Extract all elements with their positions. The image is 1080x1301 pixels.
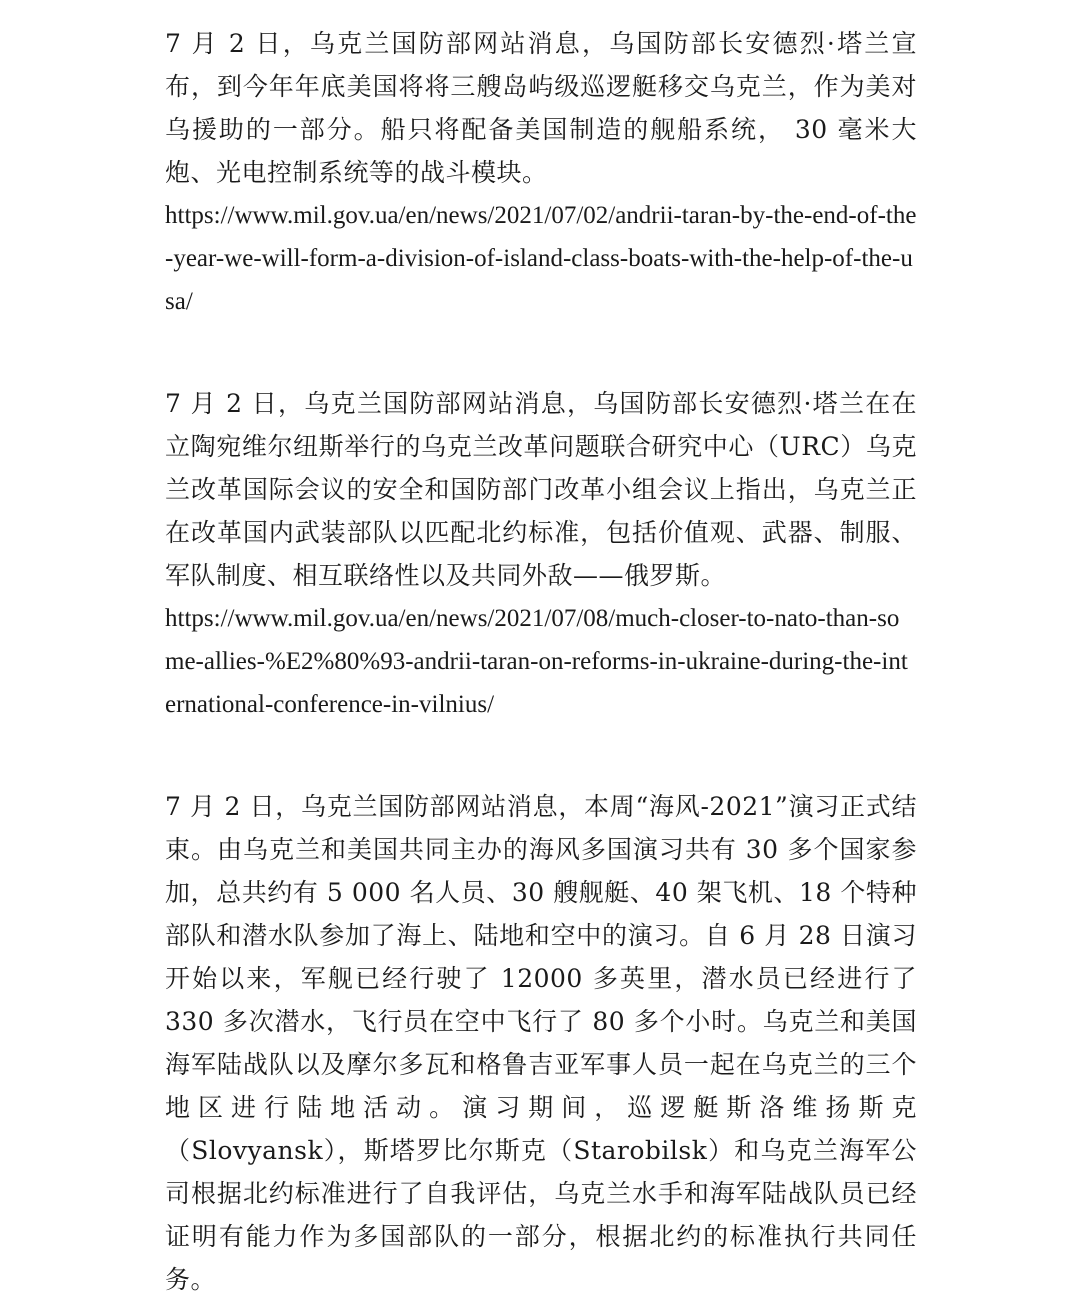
paragraph-gap: [165, 726, 917, 785]
article-1-text: 7 月 2 日，乌克兰国防部网站消息，乌国防部长安德烈·塔兰宣布，到今年年底美国将将三艘岛屿级巡逻艇移交乌克兰，作为美对乌援助的一部分。船只将配备美国制造的舰船系统， 30 毫米大炮、光电控制系统等的战斗模块。: [165, 29, 917, 187]
article-2-text: 7 月 2 日，乌克兰国防部网站消息，乌国防部长安德烈·塔兰在在立陶宛维尔纽斯举行的乌克兰改革问题联合研究中心（URC）乌克兰改革国际会议的安全和国防部门改革小组会议上指出，乌克兰正在改革国内武装部队以匹配北约标准，包括价值观、武器、制服、军队制度、相互联络性以及共同外敌——俄罗斯。: [165, 389, 917, 590]
document-body: [165, 22, 917, 1301]
article-2-link[interactable]: https://www.mil.gov.ua/en/news/2021/07/08/much-closer-to-nato-than-some-allies-%E2%80%93-andrii-taran-on-reforms-in-ukraine-during-the-international-conference-in-vilnius/: [165, 605, 908, 718]
article-3-text: 7 月 2 日，乌克兰国防部网站消息，本周“海风-2021”演习正式结束。由乌克兰和美国共同主办的海风多国演习共有 30 多个国家参加，总共约有 5 000 名人员、30 艘舰艇、40 架飞机、18 个特种部队和潜水队参加了海上、陆地和空中的演习。自 6 月 28 日演习开始以来，军舰已经行驶了 12000 多英里，潜水员已经进行了 330 多次潜水，飞行员在空中飞行了 80 多个小时。乌克兰和美国海军陆战队以及摩尔多瓦和格鲁吉亚军事人员一起在乌克兰的三个地区进行陆地活动。演习期间，巡逻艇斯洛维扬斯克（Slovyansk），斯塔罗比尔斯克（Starobilsk）和乌克兰海军公司根据北约标准进行了自我评估，乌克兰水手和海军陆战队员已经证明有能力作为多国部队的一部分，根据北约的标准执行共同任务。: [165, 792, 917, 1294]
article-1-link[interactable]: https://www.mil.gov.ua/en/news/2021/07/02/andrii-taran-by-the-end-of-the-year-we-will-form-a-division-of-island-class-boats-with-the-help-of-the-usa/: [165, 202, 917, 315]
paragraph-gap: [165, 323, 917, 382]
